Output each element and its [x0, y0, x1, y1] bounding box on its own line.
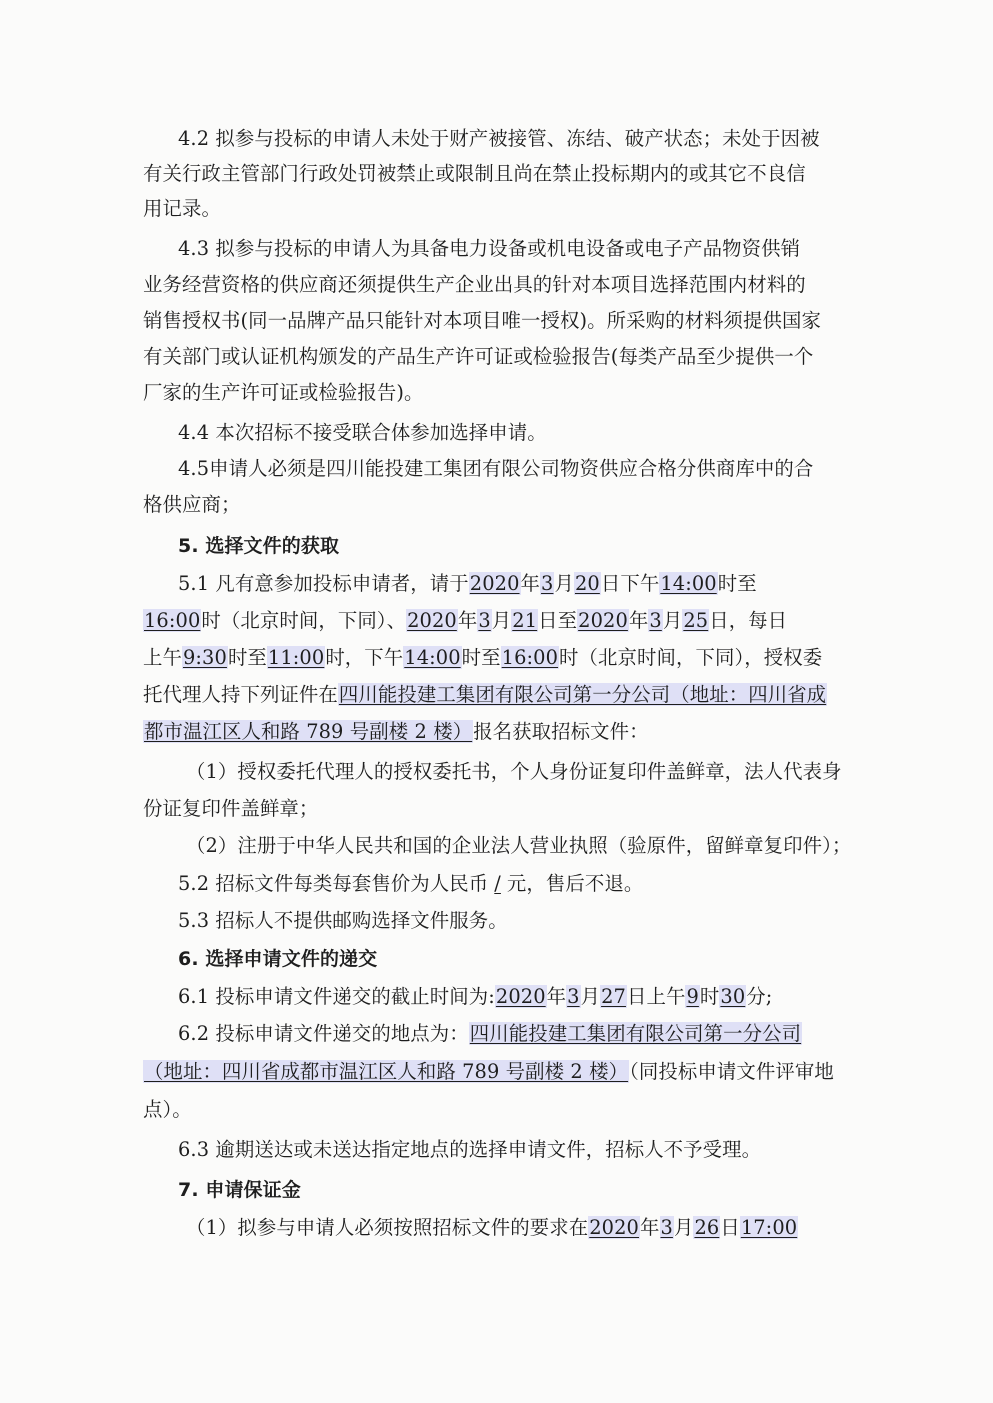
time-minute: 30: [720, 985, 746, 1008]
paragraph-4-3-line-1: 4.3 拟参与投标的申请人为具备电力设备或机电设备或电子产品物资供销: [178, 237, 801, 260]
paragraph-5-1-line-4: 托代理人持下列证件在四川能投建工集团有限公司第一分公司（地址：四川省成: [143, 683, 827, 706]
paragraph-6-1: 6.1 投标申请文件递交的截止时间为:2020年3月27日上午9时30分;: [178, 985, 773, 1008]
paragraph-5-3: 5.3 招标人不提供邮购选择文件服务。: [178, 909, 508, 932]
date-year: 2020: [469, 572, 520, 595]
time-start: 14:00: [660, 572, 717, 595]
date-day: 27: [601, 985, 626, 1008]
paragraph-5-1-line-5: 都市温江区人和路 789 号副楼 2 楼）报名获取招标文件：: [144, 720, 649, 743]
paragraph-4-3-line-3: 销售授权书(同一品牌产品只能针对本项目唯一授权)。所采购的材料须提供国家: [143, 309, 822, 332]
date-day: 20: [574, 572, 600, 595]
paragraph-6-3: 6.3 逾期送达或未送达指定地点的选择申请文件，招标人不予受理。: [178, 1138, 762, 1161]
time-value: 17:00: [740, 1216, 798, 1239]
date-month: 3: [541, 572, 554, 595]
heading-section-6: 6. 选择申请文件的递交: [178, 948, 378, 970]
paragraph-5-1-line-3: 上午9:30时至11:00时，下午14:00时至16:00时（北京时间，下同），授权委: [143, 646, 823, 669]
location-address: 四川能投建工集团有限公司第一分公司（地址：四川省成: [338, 683, 827, 706]
list-item-1-line-2: 份证复印件盖鲜章；: [143, 797, 319, 820]
date-day: 25: [683, 609, 709, 632]
paragraph-4-5-line-1: 4.5申请人必须是四川能投建工集团有限公司物资供应合格分供商库中的合: [178, 457, 814, 480]
paragraph-4-2-line-3: 用记录。: [143, 197, 221, 220]
date-year: 2020: [578, 609, 628, 632]
date-year: 2020: [589, 1216, 639, 1239]
time-end: 16:00: [144, 609, 201, 632]
paragraph-5-1-line-1: 5.1 凡有意参加投标申请者，请于2020年3月20日下午14:00时至: [178, 572, 757, 595]
date-month: 3: [567, 985, 580, 1008]
paragraph-6-2-line-2: （地址：四川省成都市温江区人和路 789 号副楼 2 楼）（同投标申请文件评审地: [144, 1060, 834, 1083]
paragraph-4-2-line-1: 4.2 拟参与投标的申请人未处于财产被接管、冻结、破产状态；未处于因被: [178, 127, 820, 150]
date-month: 3: [660, 1216, 673, 1239]
date-year: 2020: [495, 985, 546, 1008]
date-year: 2020: [407, 609, 457, 632]
paragraph-4-5-line-2: 格供应商；: [143, 493, 241, 516]
date-month: 3: [649, 609, 662, 632]
time-value: 14:00: [404, 646, 461, 669]
price-value: /: [494, 872, 501, 895]
time-value: 9:30: [182, 646, 227, 669]
location-address: 都市温江区人和路 789 号副楼 2 楼）: [144, 720, 473, 743]
date-day: 26: [694, 1216, 720, 1239]
paragraph-4-3-line-4: 有关部门或认证机构颁发的产品生产许可证或检验报告(每类产品至少提供一个: [143, 345, 814, 368]
paragraph-5-2: 5.2 招标文件每类每套售价为人民币 / 元，售后不退。: [178, 872, 644, 895]
paragraph-6-2-line-1: 6.2 投标申请文件递交的地点为：四川能投建工集团有限公司第一分公司: [178, 1022, 802, 1045]
paragraph-4-3-line-5: 厂家的生产许可证或检验报告)。: [143, 381, 424, 404]
list-item-2: （2）注册于中华人民共和国的企业法人营业执照（验原件，留鲜章复印件）；: [186, 834, 852, 857]
location-company: 四川能投建工集团有限公司第一分公司: [469, 1022, 802, 1045]
paragraph-4-2-line-2: 有关行政主管部门行政处罚被禁止或限制且尚在禁止投标期内的或其它不良信: [143, 162, 806, 185]
paragraph-5-1-line-2: 16:00时（北京时间，下同）、2020年3月21日至2020年3月25日，每日: [144, 609, 788, 632]
time-value: 11:00: [267, 646, 325, 669]
time-hour: 9: [686, 985, 699, 1008]
paragraph-4-4: 4.4 本次招标不接受联合体参加选择申请。: [178, 421, 547, 444]
paragraph-6-2-line-3: 点）。: [143, 1098, 192, 1121]
paragraph-7-1: （1）拟参与申请人必须按照招标文件的要求在2020年3月26日17:00: [186, 1216, 798, 1239]
date-day: 21: [512, 609, 538, 632]
time-value: 16:00: [501, 646, 559, 669]
heading-section-7: 7. 申请保证金: [178, 1179, 301, 1201]
heading-section-5: 5. 选择文件的获取: [178, 535, 340, 557]
list-item-1-line-1: （1）授权委托代理人的授权委托书，个人身份证复印件盖鲜章，法人代表身: [186, 760, 842, 783]
location-address: （地址：四川省成都市温江区人和路 789 号副楼 2 楼）: [144, 1060, 629, 1083]
date-month: 3: [478, 609, 491, 632]
paragraph-4-3-line-2: 业务经营资格的供应商还须提供生产企业出具的针对本项目选择范围内材料的: [143, 273, 806, 296]
